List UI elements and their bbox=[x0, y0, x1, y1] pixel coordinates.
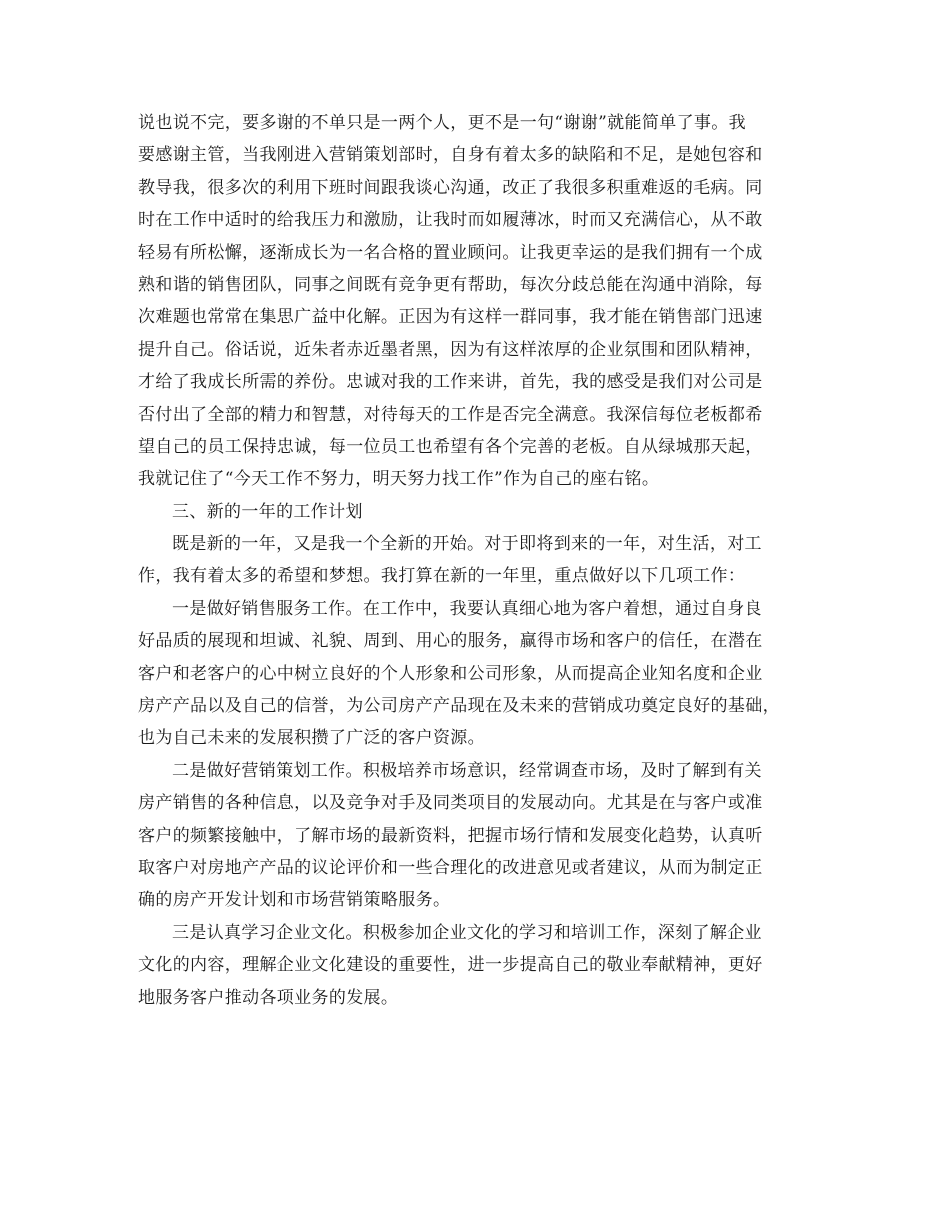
text-line: 否付出了全部的精力和智慧，对待每天的工作是否完全满意。我深信每位老板都希 bbox=[138, 404, 763, 425]
text-line: 我就记住了“今天工作不努力，明天努力找工作”作为自己的座右铭。 bbox=[138, 469, 660, 490]
text-line: 好品质的展现和坦诚、礼貌、周到、用心的服务，赢得市场和客户的信任，在潜在 bbox=[138, 631, 763, 652]
text-line: 说也说不完，要多谢的不单只是一两个人，更不是一句“谢谢”就能简单了事。我 bbox=[138, 113, 746, 133]
paragraph-first-line: 既是新的一年，又是我一个全新的开始。对于即将到来的一年，对生活，对工 bbox=[172, 534, 762, 555]
text-line: 次难题也常常在集思广益中化解。正因为有这样一群同事，我才能在销售部门迅速 bbox=[138, 307, 763, 328]
paragraph-first-line: 三、新的一年的工作计划 bbox=[172, 501, 363, 522]
paragraph-first-line: 一是做好销售服务工作。在工作中，我要认真细心地为客户着想，通过自身良 bbox=[172, 598, 762, 619]
text-line: 房产产品以及自己的信誉，为公司房产产品现在及未来的营销成功奠定良好的基础， bbox=[138, 696, 780, 717]
body-text bbox=[0, 107, 950, 1014]
text-line: 才给了我成长所需的养份。忠诚对我的工作来讲，首先，我的感受是我们对公司是 bbox=[138, 372, 763, 393]
text-line: 教导我，很多次的利用下班时间跟我谈心沟通，改正了我很多积重难返的毛病。同 bbox=[138, 177, 763, 198]
text-line: 客户的频繁接触中，了解市场的最新资料，把握市场行情和发展变化趋势，认真听 bbox=[138, 825, 763, 846]
text-line: 作，我有着太多的希望和梦想。我打算在新的一年里，重点做好以下几项工作： bbox=[138, 566, 746, 587]
text-line: 地服务客户推动各项业务的发展。 bbox=[138, 987, 399, 1008]
paragraph-first-line: 三是认真学习企业文化。积极参加企业文化的学习和培训工作，深刻了解企业 bbox=[172, 922, 762, 943]
text-line: 时在工作中适时的给我压力和激励，让我时而如履薄冰，时而又充满信心，从不敢 bbox=[138, 210, 763, 231]
text-line: 熟和谐的销售团队，同事之间既有竞争更有帮助，每次分歧总能在沟通中消除，每 bbox=[138, 274, 763, 295]
text-line: 也为自己未来的发展积攒了广泛的客户资源。 bbox=[138, 728, 485, 749]
text-line: 客户和老客户的心中树立良好的个人形象和公司形象，从而提高企业知名度和企业 bbox=[138, 663, 763, 684]
text-line: 房产销售的各种信息，以及竞争对手及同类项目的发展动向。尤其是在与客户或准 bbox=[138, 793, 763, 814]
text-line: 提升自己。俗话说，近朱者赤近墨者黑，因为有这样浓厚的企业氛围和团队精神， bbox=[138, 339, 763, 360]
text-line: 取客户对房地产产品的议论评价和一些合理化的改进意见或者建议，从而为制定正 bbox=[138, 857, 763, 878]
text-line: 要感谢主管，当我刚进入营销策划部时，自身有着太多的缺陷和不足，是她包容和 bbox=[138, 145, 763, 166]
text-line: 确的房产开发计划和市场营销策略服务。 bbox=[138, 890, 451, 911]
text-line: 文化的内容，理解企业文化建设的重要性，进一步提高自己的敬业奉献精神，更好 bbox=[138, 955, 763, 976]
text-line: 轻易有所松懈，逐渐成长为一名合格的置业顾问。让我更幸运的是我们拥有一个成 bbox=[138, 242, 763, 263]
text-line: 望自己的员工保持忠诚，每一位员工也希望有各个完善的老板。自从绿城那天起， bbox=[138, 436, 763, 457]
paragraph-first-line: 二是做好营销策划工作。积极培养市场意识，经常调查市场，及时了解到有关 bbox=[172, 760, 762, 781]
